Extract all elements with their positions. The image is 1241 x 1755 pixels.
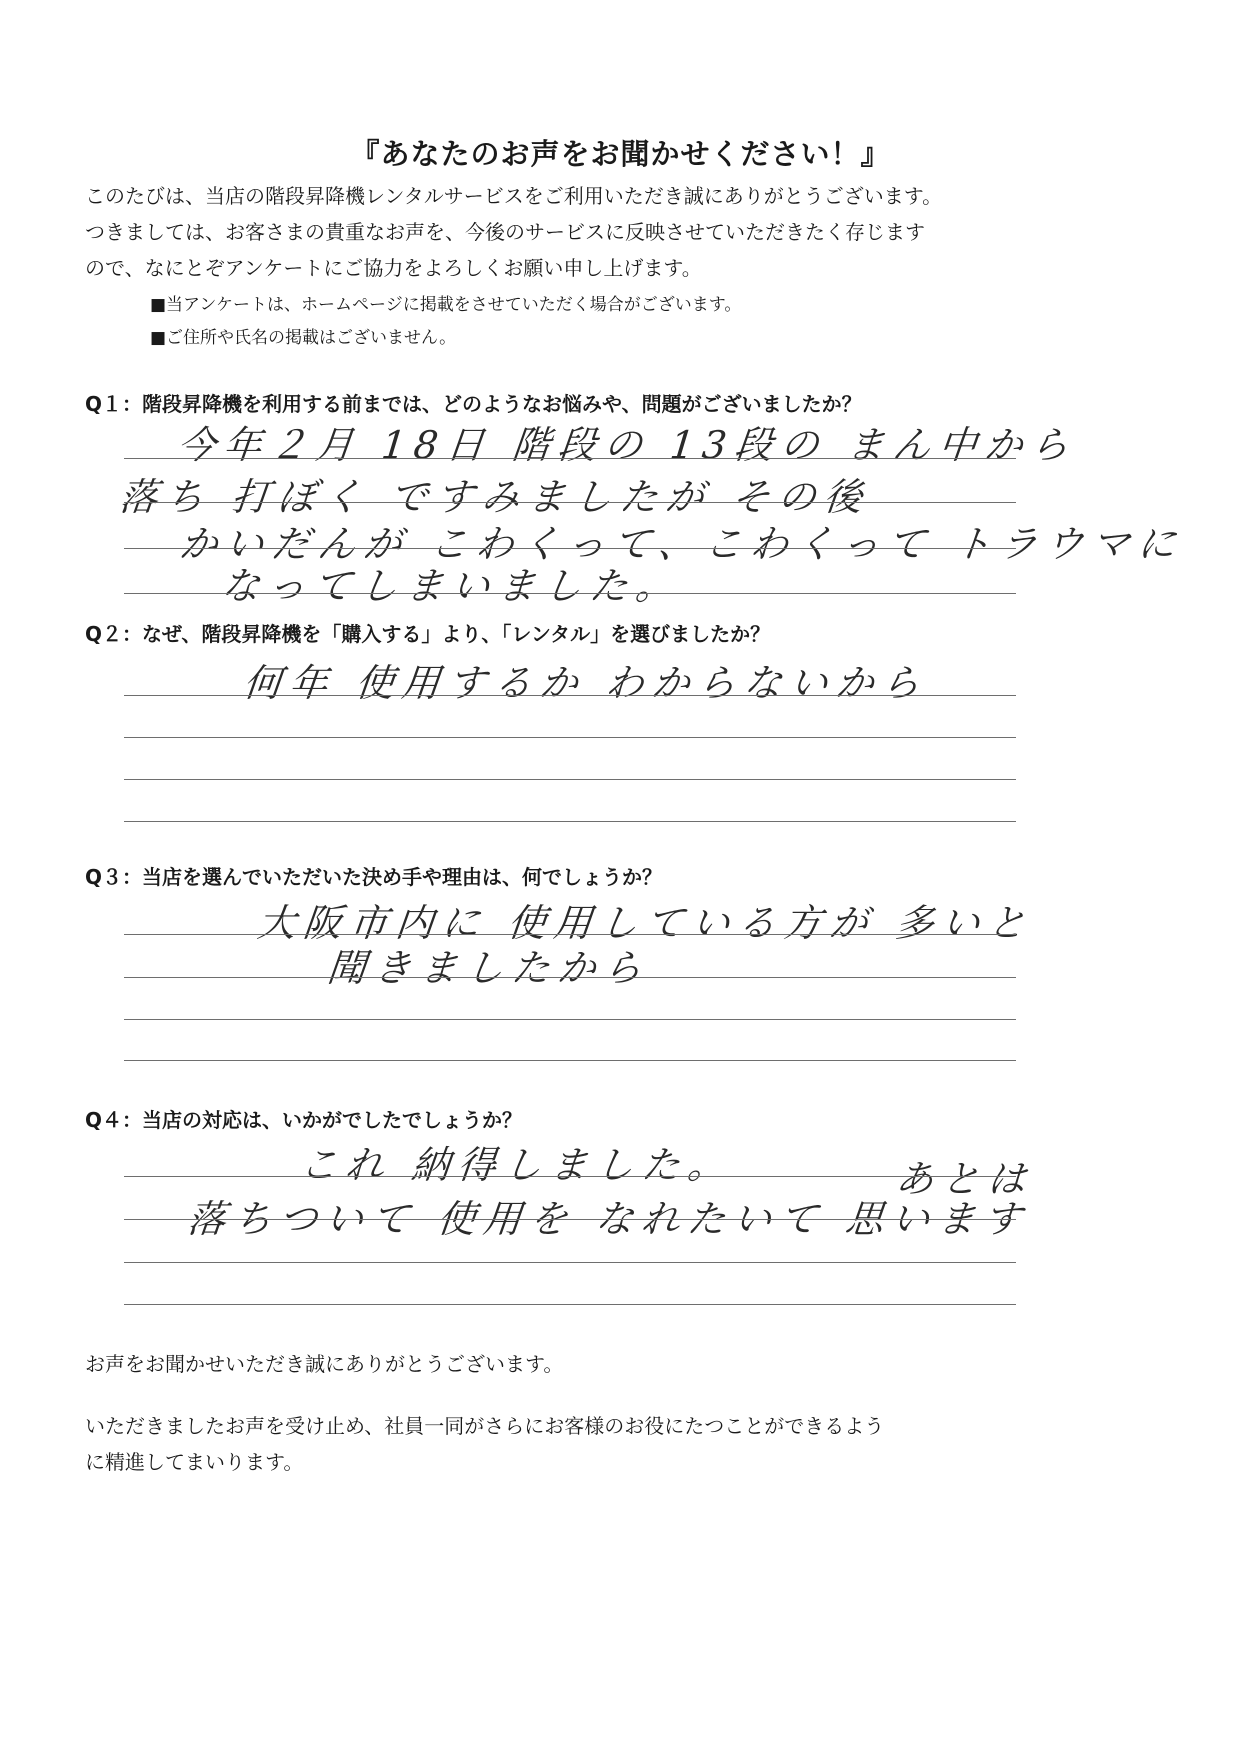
question-3-label: Q３：当店を選んでいただいた決め手や理由は、何でしょうか？ — [85, 865, 663, 889]
answer-line — [124, 1060, 1016, 1061]
answer-line — [124, 1304, 1016, 1305]
answer-line — [124, 458, 1016, 459]
closing-line: に精進してまいります。 — [85, 1450, 304, 1474]
answer-1-line-1: 今年２月 18日 階段の 13段の まん中から — [175, 423, 1079, 467]
notice-privacy: ■ご住所や氏名の掲載はございません。 — [150, 328, 457, 348]
answer-line — [124, 1262, 1016, 1263]
answer-3-line-1: 大阪市内に 使用している方が 多いと — [255, 901, 1037, 945]
question-2-label: Q２：なぜ、階段昇降機を「購入する」より、「レンタル」を選びましたか？ — [85, 622, 771, 646]
answer-line — [124, 1219, 1016, 1220]
answer-line — [124, 737, 1016, 738]
answer-2-line-1: 何年 使用するか わからないから — [241, 661, 931, 705]
answer-line — [124, 821, 1016, 822]
answer-line — [124, 548, 1016, 549]
intro-line: つきましては、お客さまの貴重なお声を、今後のサービスに反映させていただきたく存じます — [85, 220, 925, 244]
notice-publication: ■当アンケートは、ホームページに掲載をさせていただく場合がございます。 — [150, 295, 742, 315]
answer-line — [124, 695, 1016, 696]
answer-line — [124, 977, 1016, 978]
answer-line — [124, 593, 1016, 594]
intro-line: このたびは、当店の階段昇降機レンタルサービスをご利用いただき誠にありがとうございます。 — [85, 184, 943, 208]
closing-line: いただきましたお声を受け止め、社員一同がさらにお客様のお役にたつことができるよう — [85, 1414, 885, 1438]
answer-line — [124, 1019, 1016, 1020]
page-title: 『あなたのお声をお聞かせください！』 — [350, 137, 891, 171]
answer-1-line-4: なってしまいました。 — [219, 564, 684, 608]
intro-line: ので、なにとぞアンケートにご協力をよろしくお願い申し上げます。 — [85, 256, 702, 280]
answer-line — [124, 1176, 1016, 1177]
answer-4-line-3: 落ちついて 使用を なれたいて 思います — [185, 1197, 1032, 1241]
answer-1-line-3: かいだんが こわくって、こわくって トラウマに — [177, 522, 1186, 566]
answer-line — [124, 779, 1016, 780]
answer-4-line-1: これ 納得しました。 — [297, 1143, 737, 1187]
question-1-label: Q１：階段昇降機を利用する前までは、どのようなお悩みや、問題がございましたか？ — [85, 392, 862, 416]
answer-line — [124, 934, 1016, 935]
answer-3-line-2: 聞きましたから — [325, 946, 652, 990]
answer-4-line-2: あとは — [893, 1157, 1036, 1201]
closing-thanks: お声をお聞かせいただき誠にありがとうございます。 — [85, 1352, 564, 1376]
question-4-label: Q４：当店の対応は、いかがでしたでしょうか？ — [85, 1108, 523, 1132]
answer-line — [124, 502, 1016, 503]
answer-1-line-2: 落ち 打ぼく ですみましたが その後 — [117, 475, 873, 519]
